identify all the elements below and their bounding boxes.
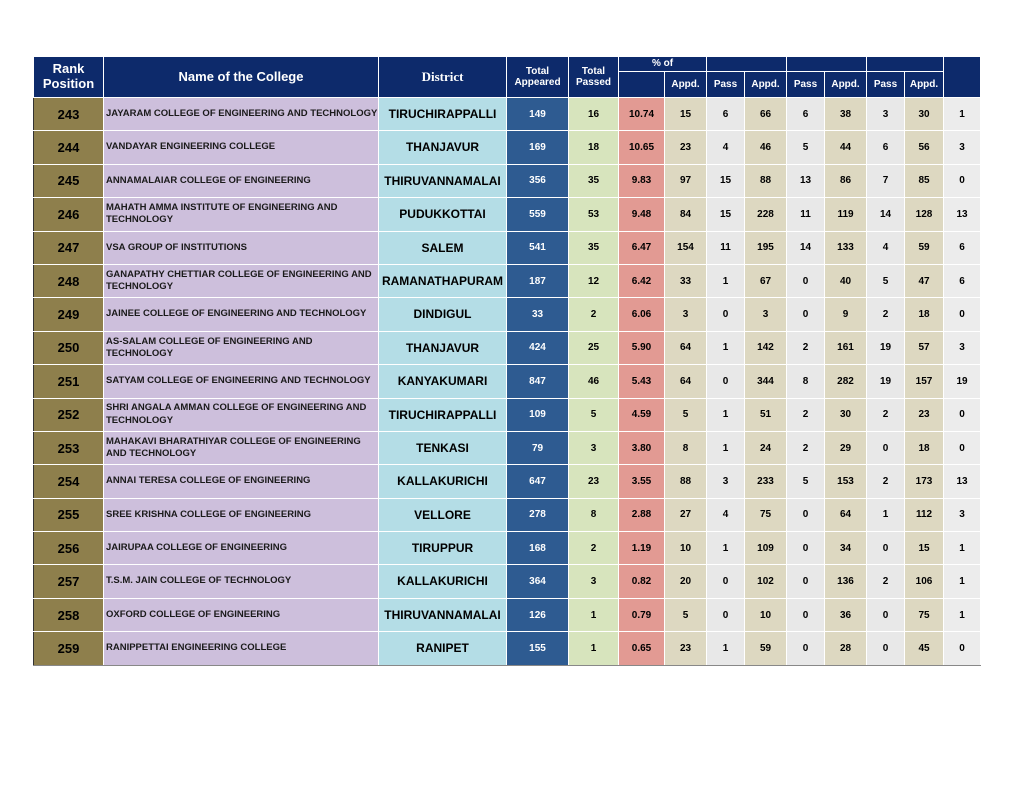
college-name-cell: SREE KRISHNA COLLEGE OF ENGINEERING	[104, 498, 379, 531]
district-cell: TIRUCHIRAPPALLI	[379, 98, 507, 131]
total-passed-cell: 53	[569, 198, 619, 231]
appd-cell: 56	[905, 131, 944, 164]
total-appeared-cell: 109	[507, 398, 569, 431]
rank-cell: 258	[34, 598, 104, 631]
appd-cell: 59	[905, 231, 944, 264]
pass-cell: 0	[787, 632, 825, 665]
last-value-cell: 6	[944, 231, 981, 264]
appd-cell: 9	[825, 298, 867, 331]
percent-cell: 6.42	[619, 264, 665, 297]
appd-cell: 18	[905, 298, 944, 331]
table-row	[34, 164, 981, 197]
pass-cell: 3	[867, 98, 905, 131]
appd-cell: 106	[905, 565, 944, 598]
appd-cell: 23	[665, 632, 707, 665]
rank-cell: 243	[34, 98, 104, 131]
district-cell: RANIPET	[379, 632, 507, 665]
header-group-blank-3	[867, 57, 944, 72]
pass-cell: 1	[867, 498, 905, 531]
pass-cell: 0	[787, 298, 825, 331]
total-appeared-cell: 168	[507, 532, 569, 565]
total-appeared-cell: 847	[507, 365, 569, 398]
college-name-cell: VANDAYAR ENGINEERING COLLEGE	[104, 131, 379, 164]
pass-cell: 5	[867, 264, 905, 297]
college-name-cell: T.S.M. JAIN COLLEGE OF TECHNOLOGY	[104, 565, 379, 598]
table-row	[34, 532, 981, 565]
header-sub-appd: Appd.	[745, 72, 787, 98]
appd-cell: 57	[905, 331, 944, 364]
appd-cell: 38	[825, 98, 867, 131]
total-appeared-cell: 647	[507, 465, 569, 498]
pass-cell: 2	[867, 465, 905, 498]
appd-cell: 195	[745, 231, 787, 264]
last-value-cell: 19	[944, 365, 981, 398]
total-passed-cell: 2	[569, 532, 619, 565]
table-row	[34, 398, 981, 431]
total-appeared-cell: 541	[507, 231, 569, 264]
pass-cell: 6	[707, 98, 745, 131]
college-name-cell: MAHAKAVI BHARATHIYAR COLLEGE OF ENGINEERING AND TECHNOLOGY	[104, 431, 379, 464]
percent-cell: 4.59	[619, 398, 665, 431]
appd-cell: 153	[825, 465, 867, 498]
pass-cell: 4	[867, 231, 905, 264]
rank-cell: 246	[34, 198, 104, 231]
appd-cell: 66	[745, 98, 787, 131]
college-name-cell: ANNAI TERESA COLLEGE OF ENGINEERING	[104, 465, 379, 498]
pass-cell: 1	[707, 532, 745, 565]
header-sub-pass: Pass	[867, 72, 905, 98]
total-appeared-cell: 424	[507, 331, 569, 364]
appd-cell: 128	[905, 198, 944, 231]
appd-cell: 86	[825, 164, 867, 197]
district-cell: KALLAKURICHI	[379, 465, 507, 498]
header-rank-position: Rank Position	[34, 57, 104, 98]
total-passed-cell: 1	[569, 598, 619, 631]
pass-cell: 0	[787, 498, 825, 531]
pass-cell: 0	[867, 632, 905, 665]
appd-cell: 344	[745, 365, 787, 398]
appd-cell: 59	[745, 632, 787, 665]
pass-cell: 0	[707, 598, 745, 631]
college-name-cell: JAINEE COLLEGE OF ENGINEERING AND TECHNOLOGY	[104, 298, 379, 331]
appd-cell: 46	[745, 131, 787, 164]
college-name-cell: ANNAMALAIAR COLLEGE OF ENGINEERING	[104, 164, 379, 197]
percent-cell: 0.82	[619, 565, 665, 598]
rank-cell: 252	[34, 398, 104, 431]
appd-cell: 88	[665, 465, 707, 498]
district-cell: TIRUPPUR	[379, 532, 507, 565]
header-last-blank	[944, 57, 981, 98]
college-ranking-table	[33, 56, 981, 666]
pass-cell: 14	[867, 198, 905, 231]
rank-cell: 251	[34, 365, 104, 398]
college-name-cell: JAYARAM COLLEGE OF ENGINEERING AND TECHNOLOGY	[104, 98, 379, 131]
college-name-cell: AS-SALAM COLLEGE OF ENGINEERING AND TECHNOLOGY	[104, 331, 379, 364]
header-group-blank-1	[707, 57, 787, 72]
appd-cell: 23	[905, 398, 944, 431]
table-row	[34, 431, 981, 464]
rank-cell: 244	[34, 131, 104, 164]
total-passed-cell: 35	[569, 164, 619, 197]
percent-cell: 9.48	[619, 198, 665, 231]
appd-cell: 3	[745, 298, 787, 331]
percent-cell: 3.80	[619, 431, 665, 464]
percent-cell: 9.83	[619, 164, 665, 197]
total-passed-cell: 46	[569, 365, 619, 398]
total-passed-cell: 12	[569, 264, 619, 297]
total-passed-cell: 5	[569, 398, 619, 431]
pass-cell: 15	[707, 198, 745, 231]
pass-cell: 13	[787, 164, 825, 197]
pass-cell: 1	[707, 331, 745, 364]
appd-cell: 15	[905, 532, 944, 565]
appd-cell: 20	[665, 565, 707, 598]
college-name-cell: SHRI ANGALA AMMAN COLLEGE OF ENGINEERING AND TECHNOLOGY	[104, 398, 379, 431]
rank-cell: 249	[34, 298, 104, 331]
percent-cell: 3.55	[619, 465, 665, 498]
pass-cell: 4	[707, 498, 745, 531]
pass-cell: 2	[787, 398, 825, 431]
pass-cell: 19	[867, 365, 905, 398]
percent-cell: 6.47	[619, 231, 665, 264]
total-passed-cell: 35	[569, 231, 619, 264]
header-percent-of: % of	[619, 57, 707, 72]
pass-cell: 0	[707, 565, 745, 598]
total-appeared-cell: 79	[507, 431, 569, 464]
rank-cell: 254	[34, 465, 104, 498]
pass-cell: 0	[707, 365, 745, 398]
table-row	[34, 498, 981, 531]
last-value-cell: 1	[944, 532, 981, 565]
district-cell: VELLORE	[379, 498, 507, 531]
total-passed-cell: 3	[569, 565, 619, 598]
percent-cell: 1.19	[619, 532, 665, 565]
rank-cell: 255	[34, 498, 104, 531]
appd-cell: 88	[745, 164, 787, 197]
last-value-cell: 1	[944, 565, 981, 598]
appd-cell: 10	[665, 532, 707, 565]
appd-cell: 282	[825, 365, 867, 398]
pass-cell: 11	[787, 198, 825, 231]
rank-cell: 245	[34, 164, 104, 197]
pass-cell: 11	[707, 231, 745, 264]
table-body	[34, 98, 981, 666]
percent-cell: 10.74	[619, 98, 665, 131]
rank-cell: 259	[34, 632, 104, 665]
appd-cell: 173	[905, 465, 944, 498]
appd-cell: 67	[745, 264, 787, 297]
last-value-cell: 0	[944, 298, 981, 331]
pass-cell: 6	[867, 131, 905, 164]
appd-cell: 27	[665, 498, 707, 531]
appd-cell: 28	[825, 632, 867, 665]
appd-cell: 64	[665, 331, 707, 364]
last-value-cell: 0	[944, 164, 981, 197]
appd-cell: 51	[745, 398, 787, 431]
table-row	[34, 598, 981, 631]
last-value-cell: 13	[944, 198, 981, 231]
college-name-cell: SATYAM COLLEGE OF ENGINEERING AND TECHNOLOGY	[104, 365, 379, 398]
total-appeared-cell: 33	[507, 298, 569, 331]
percent-cell: 0.79	[619, 598, 665, 631]
district-cell: THANJAVUR	[379, 131, 507, 164]
pass-cell: 19	[867, 331, 905, 364]
header-group-blank-2	[787, 57, 867, 72]
rank-cell: 250	[34, 331, 104, 364]
total-passed-cell: 2	[569, 298, 619, 331]
total-passed-cell: 18	[569, 131, 619, 164]
appd-cell: 5	[665, 398, 707, 431]
pass-cell: 2	[867, 565, 905, 598]
last-value-cell: 1	[944, 98, 981, 131]
last-value-cell: 0	[944, 398, 981, 431]
last-value-cell: 3	[944, 498, 981, 531]
total-passed-cell: 1	[569, 632, 619, 665]
last-value-cell: 6	[944, 264, 981, 297]
district-cell: KANYAKUMARI	[379, 365, 507, 398]
table-row	[34, 565, 981, 598]
header-total-passed: Total Passed	[569, 57, 619, 98]
header-sub-blank	[619, 72, 665, 98]
college-name-cell: VSA GROUP OF INSTITUTIONS	[104, 231, 379, 264]
appd-cell: 161	[825, 331, 867, 364]
pass-cell: 0	[867, 431, 905, 464]
appd-cell: 30	[905, 98, 944, 131]
rank-cell: 247	[34, 231, 104, 264]
pass-cell: 2	[787, 331, 825, 364]
appd-cell: 157	[905, 365, 944, 398]
appd-cell: 18	[905, 431, 944, 464]
percent-cell: 5.43	[619, 365, 665, 398]
last-value-cell: 1	[944, 598, 981, 631]
total-passed-cell: 8	[569, 498, 619, 531]
table-row	[34, 131, 981, 164]
pass-cell: 0	[787, 598, 825, 631]
rank-cell: 253	[34, 431, 104, 464]
header-sub-pass: Pass	[787, 72, 825, 98]
district-cell: RAMANATHAPURAM	[379, 264, 507, 297]
percent-cell: 2.88	[619, 498, 665, 531]
header-college-name: Name of the College	[104, 57, 379, 98]
appd-cell: 112	[905, 498, 944, 531]
pass-cell: 14	[787, 231, 825, 264]
last-value-cell: 0	[944, 632, 981, 665]
appd-cell: 97	[665, 164, 707, 197]
total-passed-cell: 3	[569, 431, 619, 464]
rank-cell: 256	[34, 532, 104, 565]
pass-cell: 0	[867, 598, 905, 631]
appd-cell: 85	[905, 164, 944, 197]
appd-cell: 133	[825, 231, 867, 264]
appd-cell: 23	[665, 131, 707, 164]
last-value-cell: 3	[944, 131, 981, 164]
college-name-cell: GANAPATHY CHETTIAR COLLEGE OF ENGINEERING AND TECHNOLOGY	[104, 264, 379, 297]
header-total-appeared: Total Appeared	[507, 57, 569, 98]
table-row	[34, 298, 981, 331]
college-name-cell: MAHATH AMMA INSTITUTE OF ENGINEERING AND TECHNOLOGY	[104, 198, 379, 231]
appd-cell: 142	[745, 331, 787, 364]
total-appeared-cell: 278	[507, 498, 569, 531]
pass-cell: 15	[707, 164, 745, 197]
total-appeared-cell: 126	[507, 598, 569, 631]
pass-cell: 0	[787, 565, 825, 598]
pass-cell: 0	[867, 532, 905, 565]
last-value-cell: 3	[944, 331, 981, 364]
pass-cell: 5	[787, 131, 825, 164]
total-appeared-cell: 356	[507, 164, 569, 197]
pass-cell: 4	[707, 131, 745, 164]
total-appeared-cell: 559	[507, 198, 569, 231]
pass-cell: 2	[867, 298, 905, 331]
district-cell: KALLAKURICHI	[379, 565, 507, 598]
appd-cell: 33	[665, 264, 707, 297]
header-district: District	[379, 57, 507, 98]
header-sub-appd: Appd.	[825, 72, 867, 98]
rank-cell: 248	[34, 264, 104, 297]
college-name-cell: JAIRUPAA COLLEGE OF ENGINEERING	[104, 532, 379, 565]
appd-cell: 233	[745, 465, 787, 498]
appd-cell: 45	[905, 632, 944, 665]
last-value-cell: 13	[944, 465, 981, 498]
district-cell: THIRUVANNAMALAI	[379, 164, 507, 197]
header-sub-pass: Pass	[707, 72, 745, 98]
total-appeared-cell: 364	[507, 565, 569, 598]
pass-cell: 5	[787, 465, 825, 498]
appd-cell: 44	[825, 131, 867, 164]
appd-cell: 47	[905, 264, 944, 297]
total-appeared-cell: 149	[507, 98, 569, 131]
table-row	[34, 98, 981, 131]
pass-cell: 3	[707, 465, 745, 498]
district-cell: THANJAVUR	[379, 331, 507, 364]
percent-cell: 6.06	[619, 298, 665, 331]
table-row	[34, 264, 981, 297]
appd-cell: 109	[745, 532, 787, 565]
appd-cell: 34	[825, 532, 867, 565]
pass-cell: 7	[867, 164, 905, 197]
pass-cell: 8	[787, 365, 825, 398]
appd-cell: 119	[825, 198, 867, 231]
appd-cell: 84	[665, 198, 707, 231]
appd-cell: 29	[825, 431, 867, 464]
appd-cell: 228	[745, 198, 787, 231]
table-row	[34, 632, 981, 665]
district-cell: THIRUVANNAMALAI	[379, 598, 507, 631]
appd-cell: 24	[745, 431, 787, 464]
appd-cell: 3	[665, 298, 707, 331]
appd-cell: 30	[825, 398, 867, 431]
table-row	[34, 198, 981, 231]
header-sub-appd: Appd.	[665, 72, 707, 98]
appd-cell: 102	[745, 565, 787, 598]
pass-cell: 6	[787, 98, 825, 131]
table-row	[34, 331, 981, 364]
rank-cell: 257	[34, 565, 104, 598]
appd-cell: 64	[825, 498, 867, 531]
appd-cell: 64	[665, 365, 707, 398]
appd-cell: 40	[825, 264, 867, 297]
table-row	[34, 365, 981, 398]
percent-cell: 0.65	[619, 632, 665, 665]
district-cell: TENKASI	[379, 431, 507, 464]
college-name-cell: RANIPPETTAI ENGINEERING COLLEGE	[104, 632, 379, 665]
pass-cell: 1	[707, 264, 745, 297]
appd-cell: 136	[825, 565, 867, 598]
college-name-cell: OXFORD COLLEGE OF ENGINEERING	[104, 598, 379, 631]
appd-cell: 5	[665, 598, 707, 631]
appd-cell: 75	[905, 598, 944, 631]
appd-cell: 36	[825, 598, 867, 631]
pass-cell: 2	[787, 431, 825, 464]
pass-cell: 0	[787, 532, 825, 565]
district-cell: DINDIGUL	[379, 298, 507, 331]
appd-cell: 10	[745, 598, 787, 631]
last-value-cell: 0	[944, 431, 981, 464]
total-appeared-cell: 155	[507, 632, 569, 665]
pass-cell: 1	[707, 632, 745, 665]
total-passed-cell: 23	[569, 465, 619, 498]
district-cell: SALEM	[379, 231, 507, 264]
header-sub-appd: Appd.	[905, 72, 944, 98]
district-cell: TIRUCHIRAPPALLI	[379, 398, 507, 431]
total-passed-cell: 16	[569, 98, 619, 131]
pass-cell: 0	[707, 298, 745, 331]
total-appeared-cell: 187	[507, 264, 569, 297]
appd-cell: 75	[745, 498, 787, 531]
percent-cell: 10.65	[619, 131, 665, 164]
total-passed-cell: 25	[569, 331, 619, 364]
pass-cell: 0	[787, 264, 825, 297]
pass-cell: 2	[867, 398, 905, 431]
pass-cell: 1	[707, 398, 745, 431]
district-cell: PUDUKKOTTAI	[379, 198, 507, 231]
total-appeared-cell: 169	[507, 131, 569, 164]
appd-cell: 15	[665, 98, 707, 131]
pass-cell: 1	[707, 431, 745, 464]
table-row	[34, 465, 981, 498]
appd-cell: 154	[665, 231, 707, 264]
table-row	[34, 231, 981, 264]
appd-cell: 8	[665, 431, 707, 464]
percent-cell: 5.90	[619, 331, 665, 364]
